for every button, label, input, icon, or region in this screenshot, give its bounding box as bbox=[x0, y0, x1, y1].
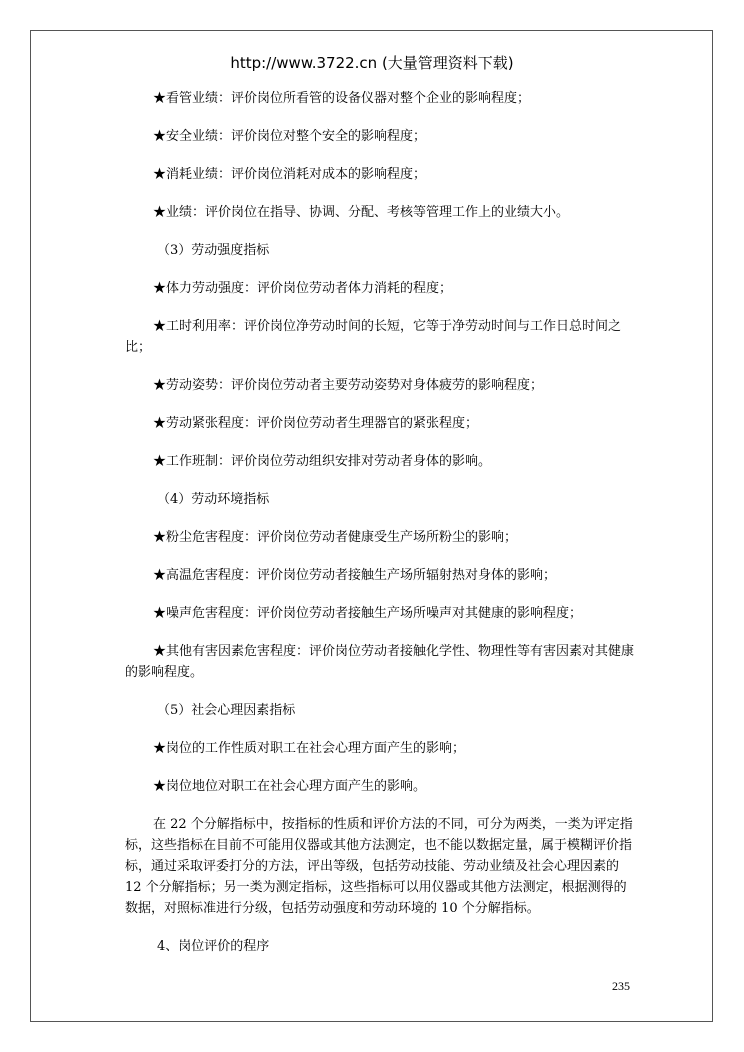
paragraph-management-performance: ★业绩：评价岗位在指导、协调、分配、考核等管理工作上的业绩大小。 bbox=[153, 205, 570, 220]
paragraph-physical-intensity: ★体力劳动强度：评价岗位劳动者体力消耗的程度； bbox=[153, 281, 453, 296]
paragraph-job-nature: ★岗位的工作性质对职工在社会心理方面产生的影响； bbox=[153, 741, 466, 756]
paragraph-other-hazards: ★其他有害因素危害程度：评价岗位劳动者接触化学性、物理性等有害因素对其健康的影响程度。 bbox=[125, 644, 635, 680]
header-url: http://www.3722.cn (大量管理资料下载) bbox=[230, 54, 514, 72]
paragraph-work-time-utilization: ★工时利用率：评价岗位净劳动时间的长短，它等于净劳动时间与工作日总时间之比； bbox=[125, 319, 622, 355]
paragraph-heat-hazard: ★高温危害程度：评价岗位劳动者接触生产场所辐射热对身体的影响； bbox=[153, 568, 557, 583]
paragraph-dust-hazard: ★粉尘危害程度：评价岗位劳动者健康受生产场所粉尘的影响； bbox=[153, 530, 518, 545]
paragraph-labor-tension: ★劳动紧张程度：评价岗位劳动者生理器官的紧张程度； bbox=[153, 416, 479, 431]
document-body bbox=[125, 88, 635, 957]
paragraph-consumption-performance: ★消耗业绩：评价岗位消耗对成本的影响程度； bbox=[153, 167, 427, 182]
page-number: 235 bbox=[612, 979, 630, 993]
section-heading-labor-environment: （4）劳动环境指标 bbox=[157, 492, 270, 507]
paragraph-job-status: ★岗位地位对职工在社会心理方面产生的影响。 bbox=[153, 779, 427, 794]
section-heading-social-psychological: （5）社会心理因素指标 bbox=[157, 703, 296, 718]
paragraph-shift-system: ★工作班制：评价岗位劳动组织安排对劳动者身体的影响。 bbox=[153, 454, 492, 469]
section-heading-labor-intensity: （3）劳动强度指标 bbox=[157, 243, 270, 258]
paragraph-safety-performance: ★安全业绩：评价岗位对整个安全的影响程度； bbox=[153, 129, 427, 144]
paragraph-noise-hazard: ★噪声危害程度：评价岗位劳动者接触生产场所噪声对其健康的影响程度； bbox=[153, 606, 583, 621]
paragraph-supervision-performance: ★看管业绩：评价岗位所看管的设备仪器对整个企业的影响程度； bbox=[153, 91, 531, 106]
paragraph-indicator-classification: 在 22 个分解指标中，按指标的性质和评价方法的不同，可分为两类，一类为评定指标，这些指标在目前不可能用仪器或其他方法测定，也不能以数据定量，属于模糊评价指标，通过采取评委打分的方法，评出等级，包括劳动技能、劳动业绩及社会心理因素的 12 个分解指标；另一类为测定指标，这些指标可以用仪器或其他方法测定，根据测得的数据，对照标准进行分级，包括劳动强度和劳动环境的 10 个分解指标。 bbox=[125, 817, 633, 916]
paragraph-work-posture: ★劳动姿势：评价岗位劳动者主要劳动姿势对身体疲劳的影响程度； bbox=[153, 378, 544, 393]
section-heading-evaluation-procedure: 4、岗位评价的程序 bbox=[157, 939, 270, 954]
